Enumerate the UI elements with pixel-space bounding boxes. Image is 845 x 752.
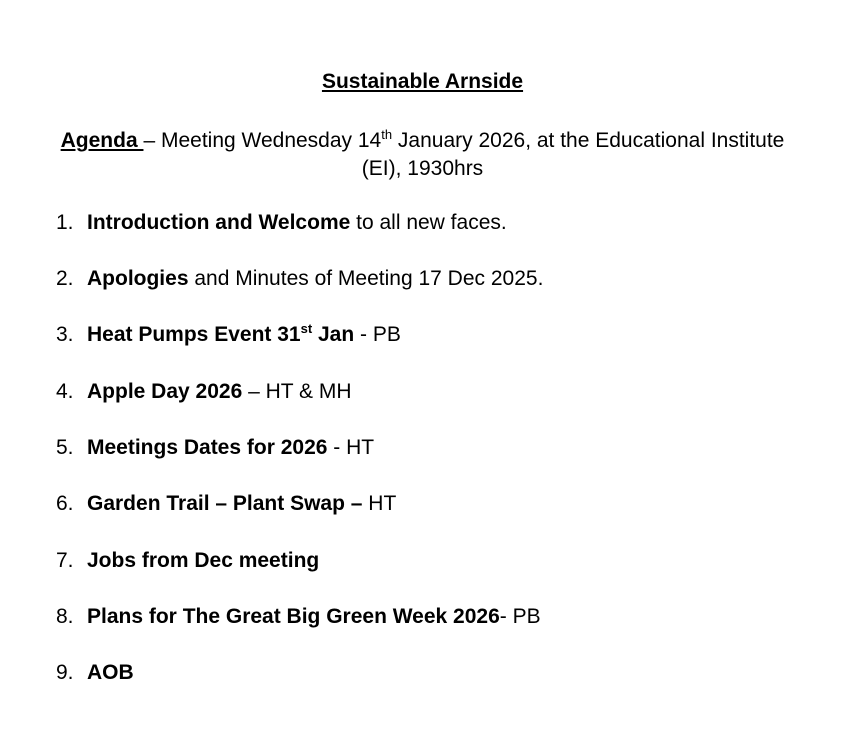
item-title: Plans for The Great Big Green Week 2026 — [87, 605, 500, 628]
agenda-item — [56, 380, 352, 406]
agenda-item — [56, 605, 541, 631]
item-title: Meetings Dates for 2026 — [87, 436, 328, 459]
item-title: Garden Trail – Plant Swap – — [87, 492, 363, 515]
item-number: 9. — [56, 661, 74, 684]
item-number: 5. — [56, 436, 74, 459]
item-number: 1. — [56, 211, 74, 234]
item-detail: - HT — [327, 436, 375, 459]
agenda-item — [56, 436, 374, 462]
agenda-item — [56, 267, 543, 293]
item-title: AOB — [87, 661, 134, 684]
item-title: Heat Pumps Event 31 — [87, 323, 301, 346]
agenda-item — [56, 549, 319, 575]
agenda-heading — [40, 127, 805, 183]
agenda-item — [56, 661, 134, 687]
agenda-item — [56, 211, 507, 237]
document-title: Sustainable Arnside — [321, 70, 524, 93]
item-number: 8. — [56, 605, 74, 628]
item-title: Jobs from Dec meeting — [87, 549, 320, 572]
item-title-cont: Jan — [312, 323, 355, 346]
item-title: Apple Day 2026 — [87, 380, 243, 403]
item-number: 4. — [56, 380, 74, 403]
item-detail: and Minutes of Meeting 17 Dec 2025. — [188, 267, 544, 290]
item-ordinal: st — [300, 321, 313, 336]
item-detail: to all new faces. — [350, 211, 507, 234]
item-detail: - PB — [499, 605, 541, 628]
item-number: 2. — [56, 267, 74, 290]
item-detail: HT — [362, 492, 397, 515]
item-detail: – HT & MH — [242, 380, 352, 403]
item-number: 3. — [56, 323, 74, 346]
agenda-text-pre: – Meeting Wednesday 14 — [143, 129, 382, 152]
item-number: 6. — [56, 492, 74, 515]
item-detail: - PB — [354, 323, 401, 346]
agenda-ordinal: th — [381, 127, 393, 142]
item-title: Introduction and Welcome — [87, 211, 351, 234]
item-number: 7. — [56, 549, 74, 572]
agenda-text-post: January 2026, at the Educational Institute (EI), 1930hrs — [361, 129, 785, 180]
agenda-item — [56, 492, 396, 518]
agenda-item — [56, 323, 401, 349]
agenda-label: Agenda — [60, 129, 144, 152]
item-title: Apologies — [87, 267, 189, 290]
